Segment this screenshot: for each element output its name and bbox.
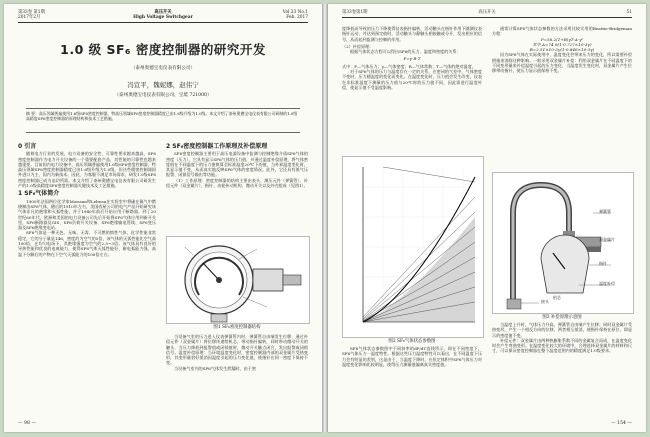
section-heading-principle: 2 SF₆密度控制器工作原理及补偿原理 xyxy=(166,143,268,150)
left-page-number: — 98 — xyxy=(18,421,36,426)
left-column-2 xyxy=(166,141,308,188)
left-header-journal: 高压开关 High Voltage Switchgear xyxy=(133,10,193,20)
label-connector: 接头 xyxy=(541,299,549,304)
formula-state-equation: P=γ·R·T xyxy=(403,56,421,62)
formula-beattie-bridgeman: P=56.2(1+B)γT·A·γ² xyxy=(540,36,584,42)
left-column-1 xyxy=(18,141,156,257)
rc2-paragraph-1: 通常计算SF6气体状态参数的方法采用比较实用的Beattie-Bridgeman方程： xyxy=(492,26,632,37)
sf6-paragraph-2: SF6气体是一种无色、无味、无毒、不可燃的惰性气体，化学性能非常稳定，它的分子量是146，密度约为空气的5倍，该气体的灭弧性能比空气高100倍，在均匀电场下，其绝缘强度为空气的2.5~3倍。该气体具有良好的导热性能和优良的电离能力，使得SF6气体灭弧性能好，耐电弧能力强，高温下分解后的产物在下空气灭弧能力的100倍左右。 xyxy=(18,230,156,257)
principle-paragraph-4: 当设备气室内的SF6气体发生泄漏时，由于密 xyxy=(174,365,256,371)
right-page xyxy=(328,4,646,432)
article-title: 1.0 级 SF₆ 密度控制器的研究开发 xyxy=(60,42,266,57)
sf6-paragraph-1: 1900年法国两位化学家Moissan和Lebeau在实验室中将硫在氟气中燃烧制出SF6气体，随后的1910年左右，美国西屋公司的电气产品开始研究该气体非凡的绝缘和灭弧性能，并于1940年前后开始应用于断路器。到了20世纪60年代，欧洲和美国的电力设备公司先后开始将SF6气体应用到新开关里，SF6断路器及GIS、SF6负荷开关设备、SF6绝缘输电管线、SF6变压器及SF6绝缘变电站。 xyxy=(18,198,156,231)
right-page-number: — 154 — xyxy=(611,421,632,426)
figure-1-caption: 图1 SF₆密度控制器结构 xyxy=(213,325,261,330)
intro-paragraph: 随着电力行业的发展，电力设备的安全性，可靠性要求越来越高，SF6密度控制器作为电力开关设备的一个重要配套产品，其性能的可靠性也越来越重要。目前国内电力设备中，高压领域普遍使用1.6级SF6密度控制器，特高压领域SF6密度控制器精度已由1.6级升级为1.0级，但这些精密控制器国外进口为主，国内为新技术。因此，为客服不满足市场需求，研发1.0级SF6密度控制器已成为迫切所需。本文介绍了泰州奥德宝电仪表有限公司研发生产的1.0级高精度SF6密度控制器关键技术及工艺措施。 xyxy=(18,151,156,189)
principle-paragraph-1: SF6密度控制器主要用于高压电器设备中监测与控制绝缘介质SF6气体的密度（压力），它具有显示SF6气体的压力值，并通过温度补偿原理，将气体密度值在不同温度下的压力值换算至标准温度20℃下的值，当外界温度变化时，其显示值不变，从而真实地反映SF6气体的密度情况。此外，它还具有低气压报警、闭锁信号输出等功能。 xyxy=(166,151,308,178)
rc1-paragraph-1: 度降低而导致的压力下降使得仪表指针偏转，活动触头在指针作用下随测仪表指针运动，并达到预定值时，活动触头与静触头相接触或分开，发出相应的信号，从而起到监测与控制的作用。 xyxy=(342,26,482,42)
left-running-header xyxy=(18,10,308,23)
left-page xyxy=(4,4,322,432)
abstract-rule-top xyxy=(26,108,300,109)
rc1-paragraph-3: 式中：P—气体压力；γ—气体密度；R—气体常数；T—气体的绝对温度。 xyxy=(342,63,476,69)
right-running-header xyxy=(342,10,632,18)
rc2-paragraph-3: 当温度上升时，气体压力升高，弹簧管自由端产生位移；同时双金属片受热变形，产生一个相反方向的位移，两者相互抵消，使指针保持在原位，即显示的密度值不变。 xyxy=(492,322,632,338)
label-pointer: 指针 xyxy=(599,261,607,266)
label-bourdon-tube: 弹簧管 xyxy=(599,209,611,214)
formula-a: 其中 A=74.9(1-0.727×10-3γ) xyxy=(532,41,592,47)
label-temp-compensation: 温度补偿 xyxy=(599,281,615,286)
rc1-paragraph-4: 对于SF6气体的压力与温度存在一定的关系，在密闭的气室中，气体密度不变时，压力随温度的变化而变化。在温度变化时，压力值会发生改变，仪表在非标准温度下测量的压力值与20℃时的压力值不同，因此需进行温度补偿，使显示值不受温度影响。 xyxy=(342,69,482,90)
rc2-paragraph-2: 因为SF6气体在实际使用中，温度变化会带来压力的变化，所以需要补偿措施来消除这种影响。一般采用双金属片补偿：利用双金属片在不同温度下的不同变形量来补偿温度引起的压力变化，当温度发生变化时，双金属片产生位移带动指针，使压力显示值保持不变。 xyxy=(492,52,632,74)
label-movement: 机芯 xyxy=(553,295,561,300)
rc1-paragraph-2: 根据气体状态方程可以得出SF6的压力、温度和密度的关系： xyxy=(350,49,461,55)
figure-3-compensation xyxy=(492,172,634,314)
right-column-1 xyxy=(342,26,482,90)
left-header-volume-en: Vol.33 No.1 Feb. 2017 xyxy=(282,10,308,20)
label-bimetal: 双金属片 xyxy=(599,237,615,242)
abstract: 摘 要：高压领域普遍使用1.6级SF6密度控制器，特高压领域SF6密度控制器精度已由1.6级升级为1.0级。本文介绍了泰州奥德宝电仪表有限公司研制的1.0级高精度SF6密度控制器的原理结构和技术工艺措施。 xyxy=(26,111,298,121)
address: （泰州奥德宝电仪表有限公司，宝坻 721000） xyxy=(114,93,212,98)
right-column-2 xyxy=(492,26,632,74)
controller-drawing xyxy=(167,237,309,323)
rc2-paragraph-4: 补偿元件：双金属片由两种热膨胀系数不同的金属复合而成，在温度变化时会产生弯曲变形。在温度变化较大的环境中，合理选择双金属片的材料和尺寸，可以保证密度控制器在整个温度范围内的精度满足1.0级要求。 xyxy=(492,337,632,354)
section-heading-intro: 0 引言 xyxy=(18,143,37,150)
principle-paragraph-3: 当设备气室的压力进入仪表弹簧管内时，弹簧管自由端发生位移，通过补偿元件（双金属片）将位移传递给机芯，带动指针偏转，同时带动微动开关的触头，当压力降低到报警值或闭锁值时，微动开关触点闭合，发出报警或闭锁信号。温度补偿原理：当环境温度变化时，密度控制器内部的双金属片受热变形，其变形量恰好抵消因温度引起的压力变化值，使指针在同一密度下保持不变。 xyxy=(166,334,308,366)
principle-paragraph-2: （1）工作原理：密度控制器的结构主要由表头、测压元件（弹簧管）、补偿元件（双金属片）、指针、齿轮传动机构、微动开关以及外壳组成（见图1）。 xyxy=(166,177,308,189)
formula-b: B=2.51×10-3γ(1-0.846×10-3γ) xyxy=(529,47,595,53)
figure-2-caption: 图2 SF₆气体状态参数图 xyxy=(388,339,436,344)
section-heading-sf6: 1 SF₆气体简介 xyxy=(18,190,60,198)
right-column-2-lower xyxy=(492,322,632,354)
compensation-drawing xyxy=(493,173,633,313)
left-header-volume: 第33卷 第1期 2017年2月 xyxy=(18,10,45,20)
affiliation: （泰州奥德宝电仪表有限公司） xyxy=(130,66,196,71)
rc1-subheading: （2）补偿原理： xyxy=(342,43,374,49)
abstract-rule-bottom xyxy=(26,132,300,133)
figure-1-controller-structure xyxy=(166,236,310,324)
figure-2-state-diagram xyxy=(342,156,484,338)
right-header-page: 51 xyxy=(626,10,632,15)
authors: 冯宣平，魏妮娜，赵伟宁 xyxy=(127,81,199,89)
figure-3-caption: 图3 补偿原理示意图 xyxy=(542,315,582,320)
rc1-paragraph-5: SF6气体状态参数图中不同斜率的dP/dT直线所示，即在不同密度下，SF6气体压力一温度特性。根据这些压力温度特性可以看出，在不同温度下压力会有明显的差别，这是由于，当温度下降时，在恒定体积中SF6气体压力对温度变化影响比较明显，使得压力测量值偏离真实密度值。 xyxy=(342,346,482,367)
left-column-2-lower xyxy=(166,334,308,371)
right-column-1-lower xyxy=(342,346,482,367)
right-header-journal: 高压开关 xyxy=(478,10,496,15)
right-header-volume: 第33卷第1期 xyxy=(342,10,368,15)
state-diagram-plot xyxy=(343,157,483,337)
